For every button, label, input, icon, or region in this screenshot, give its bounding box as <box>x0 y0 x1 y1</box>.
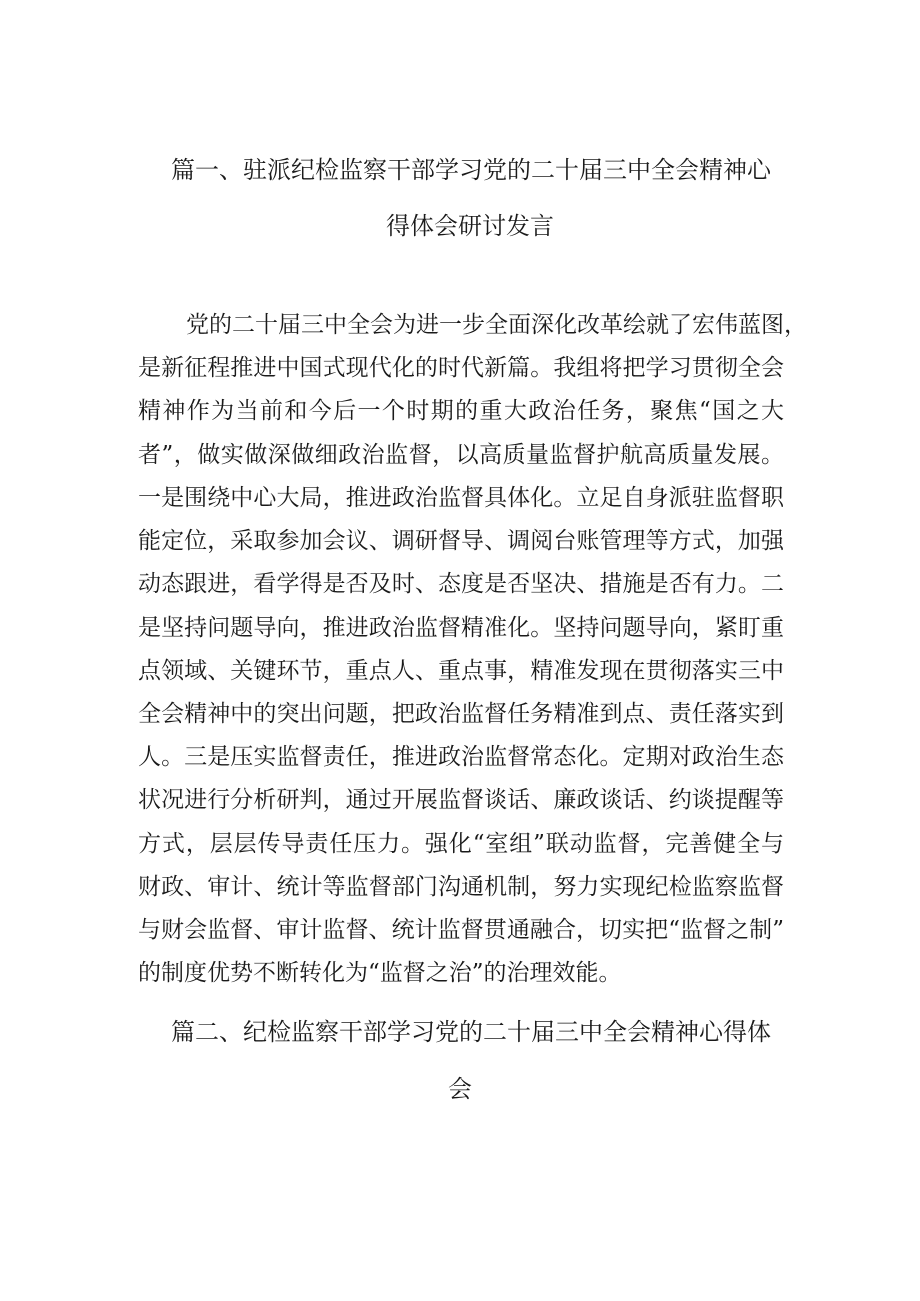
body-line: 精神作为当前和今后一个时期的重大政治任务，聚焦“国之大 <box>138 398 784 424</box>
section2-title-line2: 会 <box>448 1075 472 1103</box>
body-line: 者”，做实做深做细政治监督，以高质量监督护航高质量发展。 <box>138 442 784 468</box>
body-line: 状况进行分析研判，通过开展监督谈话、廉政谈话、约谈提醒等 <box>138 787 784 813</box>
body-line: 能定位，采取参加会议、调研督导、调阅台账管理等方式，加强 <box>138 528 784 554</box>
section1-title-line1: 篇一、驻派纪检监察干部学习党的二十届三中全会精神心 <box>171 156 771 184</box>
body-line: 财政、审计、统计等监督部门沟通机制，努力实现纪检监察监督 <box>138 874 784 900</box>
body-line: 一是围绕中心大局，推进政治监督具体化。立足自身派驻监督职 <box>138 485 784 511</box>
body-line: 与财会监督、审计监督、统计监督贯通融合，切实把“监督之制” <box>138 917 784 943</box>
section2-title-line1: 篇二、纪检监察干部学习党的二十届三中全会精神心得体 <box>171 1018 771 1046</box>
body-line: 是新征程推进中国式现代化的时代新篇。我组将把学习贯彻全会 <box>138 355 784 381</box>
section1-title-line2: 得体会研讨发言 <box>386 212 554 240</box>
body-line: 人。三是压实监督责任，推进政治监督常态化。定期对政治生态 <box>138 744 784 770</box>
body-line: 动态跟进，看学得是否及时、态度是否坚决、措施是否有力。二 <box>138 571 784 597</box>
body-line: 党的二十届三中全会为进一步全面深化改革绘就了宏伟蓝图， <box>186 312 807 338</box>
body-line: 的制度优势不断转化为“监督之治”的治理效能。 <box>138 960 622 986</box>
body-line: 是坚持问题导向，推进政治监督精准化。坚持问题导向，紧盯重 <box>138 615 784 641</box>
body-line: 方式，层层传导责任压力。强化“室组”联动监督，完善健全与 <box>138 831 784 857</box>
body-line: 点领域、关键环节，重点人、重点事，精准发现在贯彻落实三中 <box>138 658 784 684</box>
body-line: 全会精神中的突出问题，把政治监督任务精准到点、责任落实到 <box>138 701 784 727</box>
